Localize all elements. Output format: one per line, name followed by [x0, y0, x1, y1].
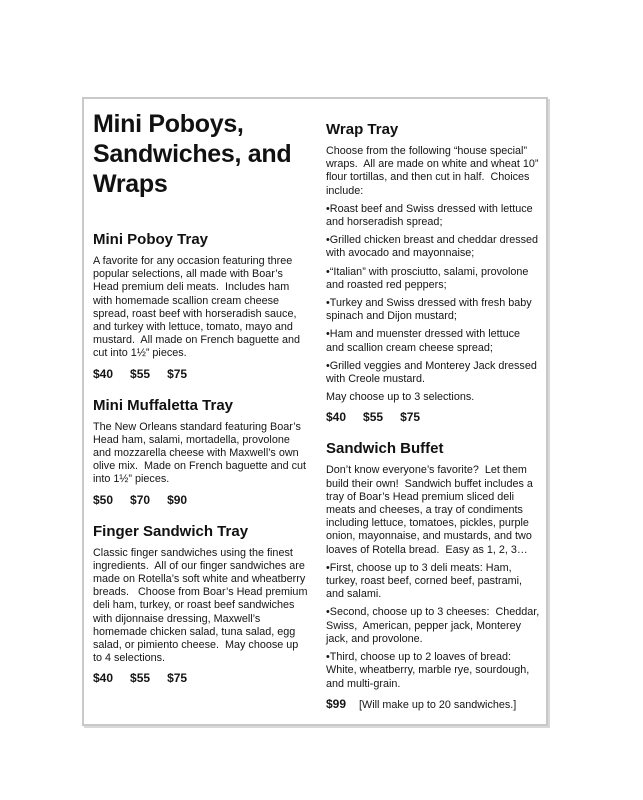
bullet-item: • Grilled chicken breast and cheddar dressed with avocado and mayonnaise;	[326, 234, 541, 260]
price: $90	[167, 492, 188, 507]
selections-note: May choose up to 3 selections.	[326, 391, 475, 404]
price-row	[93, 493, 308, 508]
price: $75	[400, 410, 421, 425]
price: $70	[130, 492, 151, 507]
section-description: A favorite for any occasion featuring three popular selections, all made with Boar’s Head premium deli meats. Includes ham with homemade scallion cream cheese spread, roast beef with horseradish sauce, and turkey with lettuce, tomato, mayo and mustard. All made on French baguette and cut into 1½” pieces.	[93, 255, 304, 360]
price: $55	[130, 366, 151, 381]
price: $55	[363, 410, 384, 425]
section-heading: Mini Muffaletta Tray	[93, 396, 234, 414]
price-note: [Will make up to 20 sandwiches.]	[359, 698, 517, 711]
bullet-item: • Roast beef and Swiss dressed with lettuce and horseradish spread;	[326, 203, 541, 229]
section-sandwich-buffet	[326, 440, 541, 711]
bullet-item: • First, choose up to 3 deli meats: Ham, turkey, roast beef, corned beef, pastrami, and salami.	[326, 562, 541, 602]
left-column	[93, 109, 311, 712]
menu-columns	[93, 109, 541, 712]
price: $55	[130, 671, 151, 686]
section-finger-sandwich-tray	[93, 522, 311, 687]
bullet-item: • Third, choose up to 2 loaves of bread: White, wheatberry, marble rye, sourdough, and multi-grain.	[326, 651, 541, 691]
section-description: Choose from the following “house special” wraps. All are made on white and wheat 10” flour tortillas, and then cut in half. Choices include:	[326, 145, 542, 197]
price: $50	[93, 492, 114, 507]
right-column	[326, 109, 541, 712]
section-wrap-tray	[326, 121, 541, 425]
price: $75	[167, 366, 188, 381]
section-mini-poboy-tray	[93, 231, 308, 382]
price: $40	[93, 366, 114, 381]
price: $40	[326, 410, 347, 425]
bullet-item: • Second, choose up to 3 cheeses: Cheddar, Swiss, American, pepper jack, Monterey jack, and provolone.	[326, 606, 541, 646]
price-row	[326, 697, 541, 712]
section-description: The New Orleans standard featuring Boar’s Head ham, salami, mortadella, provolone and mozzarella cheese with Maxwell’s own olive mix. Made on French baguette and cut into 1½” pieces.	[93, 420, 310, 486]
price: $75	[167, 671, 188, 686]
section-heading: Wrap Tray	[326, 121, 399, 138]
section-heading: Sandwich Buffet	[326, 440, 444, 458]
price: $99	[326, 696, 347, 711]
price-row	[326, 410, 541, 425]
page-title: Mini Poboys, Sandwiches, and Wraps	[93, 110, 298, 198]
section-description: Don’t know everyone’s favorite? Let them build their own! Sandwich buffet includes a tray of Boar’s Head premium sliced deli meats and cheeses, a tray of condiments including lettuce, tomatoes, pickles, purple onion, mayonnaise, and mustards, and two loaves of Rotella bread. Easy as 1, 2, 3…	[326, 464, 536, 556]
bullet-item: • “Italian” with prosciutto, salami, provolone and roasted red peppers;	[326, 266, 541, 292]
section-description: Classic finger sandwiches using the finest ingredients. All of our finger sandwiches are made on Rotella’s soft white and wheatberry breads. Choose from Boar’s Head premium deli ham, turkey, or roast beef sandwiches with dijonnaise dressing, Maxwell’s homemade chicken salad, tuna salad, egg salad, or pimiento cheese. May choose up to 4 selections.	[93, 546, 311, 665]
section-mini-muffaletta-tray	[93, 397, 308, 508]
section-heading: Finger Sandwich Tray	[93, 522, 249, 540]
price-row	[93, 367, 308, 382]
bullet-item: • Grilled veggies and Monterey Jack dressed with Creole mustard.	[326, 360, 541, 386]
menu-page	[82, 97, 548, 726]
bullet-item: • Ham and muenster dressed with lettuce and scallion cream cheese spread;	[326, 328, 541, 354]
price-row	[93, 671, 308, 686]
section-heading: Mini Poboy Tray	[93, 231, 209, 248]
price: $40	[93, 671, 114, 686]
bullet-item: • Turkey and Swiss dressed with fresh baby spinach and Dijon mustard;	[326, 297, 541, 323]
